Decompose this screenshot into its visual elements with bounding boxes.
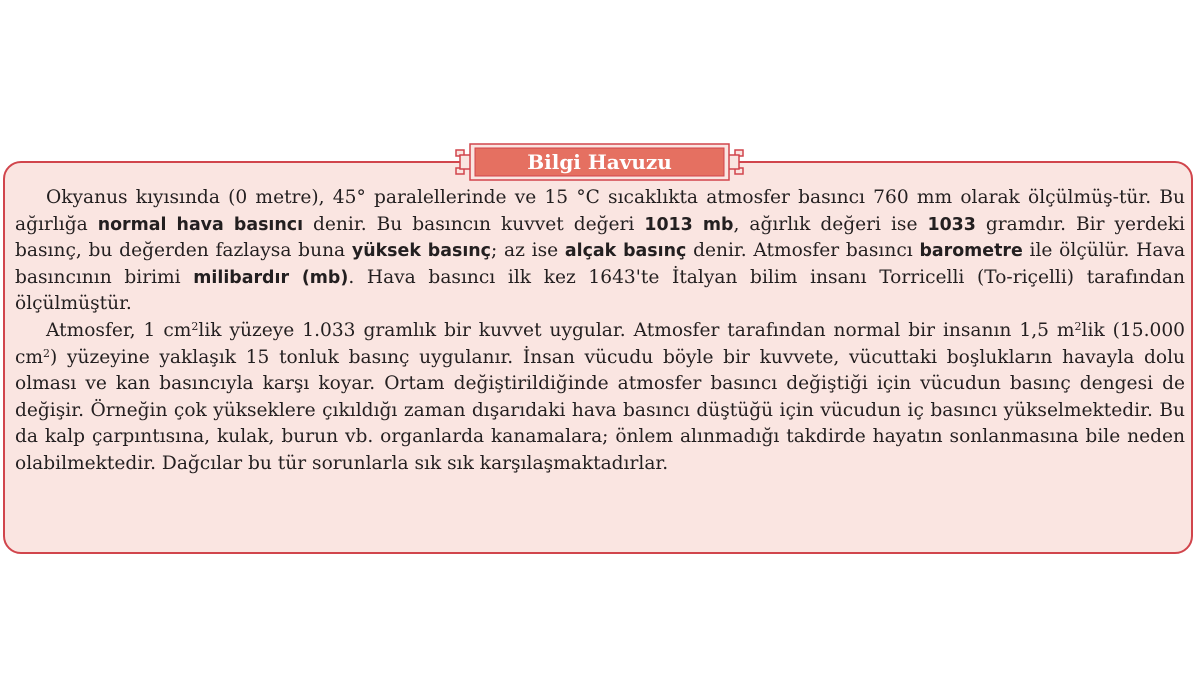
term-low-pressure: alçak basınç (564, 241, 687, 262)
paragraph-2 (15, 318, 1185, 478)
superscript-2: 2 (1074, 319, 1082, 333)
term-high-pressure: yüksek basınç (351, 241, 491, 262)
term-barometer: barometre (919, 241, 1023, 262)
superscript-1: 2 (191, 319, 199, 333)
superscript-3: 2 (43, 346, 51, 360)
box-title: Bilgi Havuzu (527, 150, 672, 174)
info-box-text (15, 185, 1185, 478)
paragraph-1-text-5: ; az ise (490, 240, 565, 262)
paragraph-2-text-3: lik (15.000 cm (15, 319, 1185, 368)
info-box (3, 161, 1193, 554)
term-millibar: milibardır (mb) (193, 267, 349, 288)
paragraph-1-text-7: ile ölçülür. Hava basıncının birimi (15, 240, 1186, 288)
paragraph-2-text-1: Atmosfer, 1 cm (46, 319, 192, 341)
paragraph-1-text-6: denir. Atmosfer basıncı (686, 240, 920, 262)
paragraph-1-text-3: , ağırlık değeri ise (733, 213, 928, 235)
title-banner (455, 143, 744, 181)
paragraph-1-text-8: . Hava basıncı ilk kez 1643'te İtalyan bilim insanı Torricelli (To-riçelli) tarafından ölçülmüştür. (15, 266, 1185, 315)
term-1013-mb: 1013 mb (644, 214, 734, 235)
paragraph-1-text-4: gramdır. Bir yerdeki basınç, bu değerden fazlaysa buna (15, 213, 1185, 262)
term-normal-pressure: normal hava basıncı (97, 214, 304, 235)
paragraph-2-text-4: ) yüzeyine yaklaşık 15 tonluk basınç uygulanır. İnsan vücudu böyle bir kuvvete, vücuttaki boşlukların havayla dolu olması ve kan basıncıyla karşı koyar. Ortam değiştirildiğinde atmosfer basıncı değiştiği için vücudun basınç dengesi de değişir. Örneğin çok yükseklere çıkıldığı zaman dışarıdaki hava basıncı düştüğü için vücudun iç basıncı yükselmektedir. Bu da kalp çarpıntısına, kulak, burun vb. organlarda kanamalara; önlem alınmadığı takdirde hayatın sonlanmasına bile neden olabilmektedir. Dağcılar bu tür sorunlarla sık sık karşılaşmaktadırlar. (15, 346, 1185, 474)
paragraph-1-text-2: denir. Bu basıncın kuvvet değeri (303, 213, 645, 235)
term-1033: 1033 (927, 214, 976, 235)
paragraph-2-text-2: lik yüzeye 1.033 gramlık bir kuvvet uygular. Atmosfer tarafından normal bir insanın 1,5 m (198, 319, 1075, 341)
paragraph-1-text-1: Okyanus kıyısında (0 metre), 45° paralellerinde ve 15 °C sıcaklıkta atmosfer basıncı 760 mm olarak ölçülmüş-tür. Bu ağırlığa (15, 187, 1185, 235)
paragraph-1 (15, 185, 1185, 318)
